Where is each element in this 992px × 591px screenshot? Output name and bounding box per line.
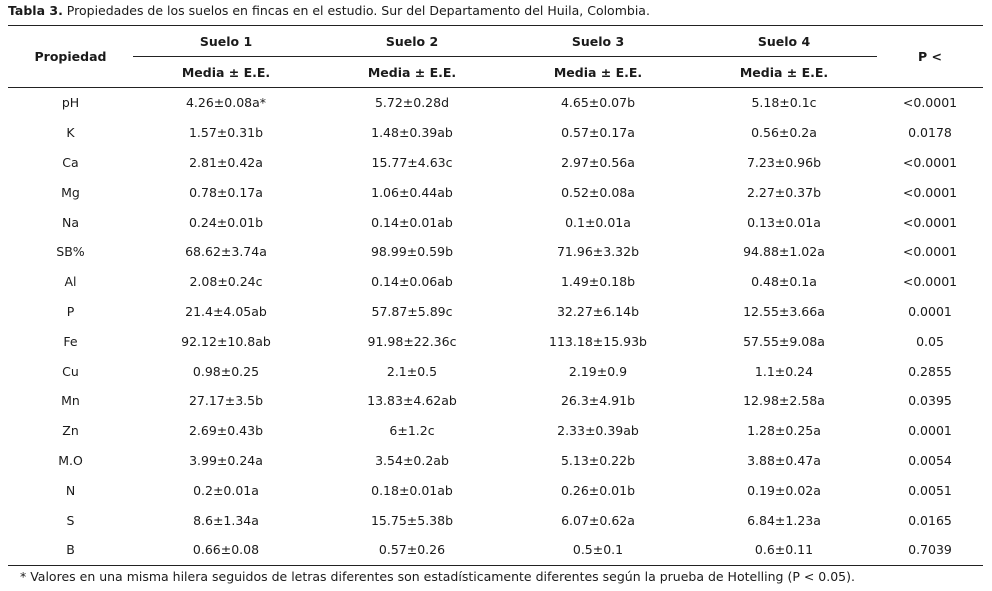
caption-label: Tabla 3. bbox=[8, 3, 63, 18]
cell-suelo-4: 0.13±0.01a bbox=[747, 214, 821, 230]
cell-suelo-4: 12.98±2.58a bbox=[743, 393, 825, 409]
header-sub-3: Media ± E.E. bbox=[505, 57, 691, 88]
table-row bbox=[8, 148, 983, 178]
cell-propiedad: Mg bbox=[61, 184, 80, 200]
cell-p-value: 0.7039 bbox=[877, 535, 983, 565]
cell-suelo-2: 3.54±0.2ab bbox=[375, 452, 449, 468]
cell-suelo-4: 12.55±3.66a bbox=[743, 303, 825, 319]
cell-suelo-2: 13.83±4.62ab bbox=[367, 393, 457, 409]
cell-suelo-1: 2.08±0.24c bbox=[189, 274, 263, 290]
cell-propiedad: pH bbox=[61, 95, 80, 111]
cell-propiedad: P bbox=[66, 303, 75, 319]
cell-propiedad: Al bbox=[64, 274, 77, 290]
table-row bbox=[8, 118, 983, 148]
header-suelo-2: Suelo 2 bbox=[319, 26, 505, 57]
cell-suelo-1: 0.66±0.08 bbox=[133, 535, 319, 565]
cell-p-value: <0.0001 bbox=[902, 244, 958, 260]
table-row bbox=[8, 237, 983, 267]
table-row bbox=[8, 267, 983, 297]
cell-suelo-4: 94.88±1.02a bbox=[743, 244, 825, 260]
cell-p-value: 0.0001 bbox=[908, 303, 952, 319]
table-row bbox=[8, 177, 983, 207]
cell-suelo-3: 4.65±0.07b bbox=[560, 95, 636, 111]
cell-propiedad: Zn bbox=[62, 423, 79, 439]
table-header bbox=[8, 26, 983, 88]
cell-suelo-2: 0.57±0.26 bbox=[319, 535, 505, 565]
table-row bbox=[8, 297, 983, 327]
cell-p-value: <0.0001 bbox=[902, 214, 958, 230]
cell-suelo-1: 2.81±0.42a bbox=[189, 154, 263, 170]
cell-suelo-4: 57.55±9.08a bbox=[743, 333, 825, 349]
soil-properties-table bbox=[8, 25, 983, 566]
cell-suelo-4: 2.27±0.37b bbox=[746, 184, 822, 200]
table-row bbox=[8, 88, 983, 118]
cell-propiedad: SB% bbox=[56, 244, 85, 260]
cell-suelo-2: 2.1±0.5 bbox=[386, 363, 438, 379]
cell-suelo-2: 0.14±0.01ab bbox=[371, 214, 453, 230]
cell-suelo-3: 2.33±0.39ab bbox=[557, 423, 639, 439]
header-suelo-3: Suelo 3 bbox=[505, 26, 691, 57]
cell-suelo-2: 5.72±0.28d bbox=[374, 95, 450, 111]
cell-suelo-2: 57.87±5.89c bbox=[371, 303, 453, 319]
cell-suelo-4: 1.28±0.25a bbox=[747, 423, 821, 439]
cell-p-value: 0.0001 bbox=[908, 423, 952, 439]
cell-p-value: 0.2855 bbox=[908, 363, 952, 379]
cell-suelo-3: 0.57±0.17a bbox=[561, 125, 635, 141]
table-footnote: * Valores en una misma hilera seguidos de letras diferentes son estadísticamente diferentes según la prueba de Hotelling (P < 0.05). bbox=[20, 569, 855, 584]
cell-suelo-1: 3.99±0.24a bbox=[189, 452, 263, 468]
header-sub-2: Media ± E.E. bbox=[319, 57, 505, 88]
cell-p-value: 0.0395 bbox=[908, 393, 952, 409]
cell-propiedad: Ca bbox=[62, 154, 79, 170]
cell-suelo-4: 1.1±0.24 bbox=[754, 363, 814, 379]
cell-suelo-4: 5.18±0.1c bbox=[751, 95, 817, 111]
table-row bbox=[8, 505, 983, 535]
table-row bbox=[8, 207, 983, 237]
header-suelo-1: Suelo 1 bbox=[133, 26, 319, 57]
cell-suelo-2: 15.75±5.38b bbox=[370, 512, 454, 528]
cell-p-value: 0.0178 bbox=[908, 125, 952, 141]
cell-suelo-1: 0.24±0.01b bbox=[188, 214, 264, 230]
header-p-value: P < bbox=[877, 26, 983, 88]
cell-suelo-4: 0.48±0.1a bbox=[751, 274, 817, 290]
cell-propiedad: N bbox=[65, 482, 76, 498]
table-row bbox=[8, 326, 983, 356]
table-row bbox=[8, 475, 983, 505]
cell-suelo-2: 15.77±4.63c bbox=[371, 154, 453, 170]
cell-suelo-1: 27.17±3.5b bbox=[188, 393, 264, 409]
table-row bbox=[8, 386, 983, 416]
header-sub-1: Media ± E.E. bbox=[133, 57, 319, 88]
cell-suelo-1: 8.6±1.34a bbox=[193, 512, 259, 528]
cell-propiedad: Fe bbox=[63, 333, 78, 349]
cell-suelo-3: 32.27±6.14b bbox=[556, 303, 640, 319]
table-row bbox=[8, 416, 983, 446]
cell-suelo-2: 6±1.2c bbox=[389, 423, 435, 439]
cell-suelo-2: 1.06±0.44ab bbox=[371, 184, 453, 200]
cell-suelo-2: 0.18±0.01ab bbox=[371, 482, 453, 498]
cell-p-value: <0.0001 bbox=[902, 184, 958, 200]
header-suelo-4: Suelo 4 bbox=[691, 26, 877, 57]
cell-p-value: <0.0001 bbox=[902, 154, 958, 170]
cell-suelo-4: 0.19±0.02a bbox=[747, 482, 821, 498]
cell-p-value: 0.0165 bbox=[908, 512, 952, 528]
cell-propiedad: K bbox=[66, 125, 75, 141]
cell-suelo-4: 7.23±0.96b bbox=[746, 154, 822, 170]
cell-suelo-1: 21.4±4.05ab bbox=[185, 303, 267, 319]
cell-suelo-2: 1.48±0.39ab bbox=[371, 125, 453, 141]
cell-suelo-3: 0.52±0.08a bbox=[561, 184, 635, 200]
cell-propiedad: Mn bbox=[61, 393, 80, 409]
cell-propiedad: S bbox=[66, 512, 75, 528]
cell-suelo-1: 4.26±0.08a* bbox=[185, 95, 267, 111]
cell-suelo-1: 68.62±3.74a bbox=[185, 244, 267, 260]
cell-p-value: 0.0054 bbox=[908, 452, 952, 468]
cell-suelo-4: 0.6±0.11 bbox=[691, 535, 877, 565]
cell-suelo-3: 6.07±0.62a bbox=[561, 512, 635, 528]
table-row bbox=[8, 535, 983, 565]
table-row bbox=[8, 356, 983, 386]
cell-suelo-4: 0.56±0.2a bbox=[751, 125, 817, 141]
cell-suelo-1: 1.57±0.31b bbox=[188, 125, 264, 141]
cell-suelo-2: 98.99±0.59b bbox=[370, 244, 454, 260]
table-body bbox=[8, 88, 983, 566]
cell-suelo-3: 26.3±4.91b bbox=[560, 393, 636, 409]
caption-text: Propiedades de los suelos en fincas en el estudio. Sur del Departamento del Huila, Colombia. bbox=[62, 3, 650, 18]
cell-suelo-2: 91.98±22.36c bbox=[367, 333, 457, 349]
cell-p-value: <0.0001 bbox=[902, 274, 958, 290]
cell-suelo-3: 5.13±0.22b bbox=[560, 452, 636, 468]
cell-suelo-3: 2.19±0.9 bbox=[568, 363, 628, 379]
cell-propiedad: M.O bbox=[58, 452, 83, 468]
table-caption bbox=[8, 3, 650, 18]
cell-p-value: 0.0051 bbox=[908, 482, 952, 498]
cell-suelo-3: 0.1±0.01a bbox=[565, 214, 631, 230]
cell-propiedad: Cu bbox=[62, 363, 79, 379]
cell-suelo-1: 92.12±10.8ab bbox=[181, 333, 271, 349]
cell-suelo-1: 2.69±0.43b bbox=[188, 423, 264, 439]
cell-suelo-3: 2.97±0.56a bbox=[561, 154, 635, 170]
cell-suelo-3: 1.49±0.18b bbox=[560, 274, 636, 290]
cell-suelo-3: 0.26±0.01b bbox=[560, 482, 636, 498]
cell-suelo-3: 113.18±15.93b bbox=[549, 333, 647, 349]
cell-p-value: <0.0001 bbox=[902, 95, 958, 111]
cell-suelo-1: 0.98±0.25 bbox=[192, 363, 260, 379]
cell-suelo-4: 3.88±0.47a bbox=[747, 452, 821, 468]
header-sub-4: Media ± E.E. bbox=[691, 57, 877, 88]
cell-suelo-3: 71.96±3.32b bbox=[556, 244, 640, 260]
cell-suelo-1: 0.2±0.01a bbox=[193, 482, 259, 498]
cell-suelo-3: 0.5±0.1 bbox=[505, 535, 691, 565]
header-propiedad: Propiedad bbox=[8, 26, 133, 88]
cell-suelo-4: 6.84±1.23a bbox=[747, 512, 821, 528]
cell-propiedad: B bbox=[8, 535, 133, 565]
cell-suelo-1: 0.78±0.17a bbox=[189, 184, 263, 200]
table-row bbox=[8, 446, 983, 476]
cell-p-value: 0.05 bbox=[916, 333, 944, 349]
cell-suelo-2: 0.14±0.06ab bbox=[371, 274, 453, 290]
cell-propiedad: Na bbox=[61, 214, 79, 230]
